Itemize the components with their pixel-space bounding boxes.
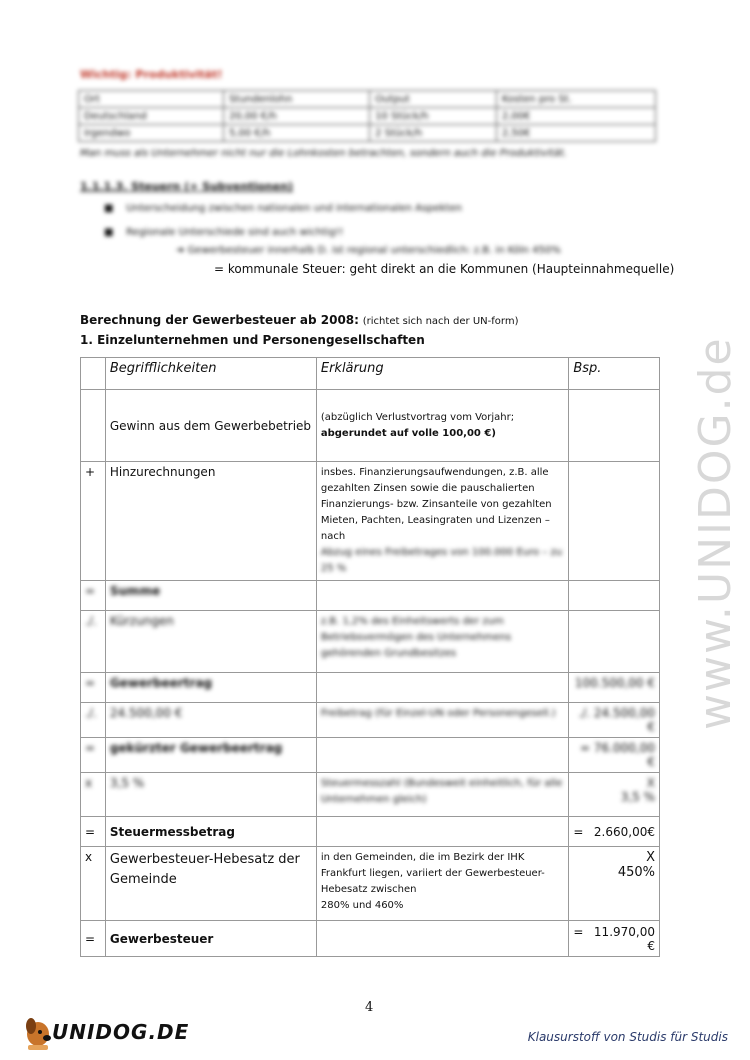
op-cell: = xyxy=(81,738,106,773)
table-cell: Output xyxy=(370,91,497,108)
bsp-cell xyxy=(569,817,660,847)
op-cell: = xyxy=(81,581,106,611)
header-expl: Erklärung xyxy=(316,358,568,390)
productivity-note: Man muss als Unternehmer nicht nur die Lohnkosten betrachten, sondern auch die Produktivität. xyxy=(80,148,567,159)
arrow-item xyxy=(176,245,561,256)
op-cell: + xyxy=(81,462,106,581)
bsp-cell xyxy=(569,773,660,817)
bsp-value: 11.970,00 € xyxy=(593,924,655,953)
bsp-line: X xyxy=(646,776,655,790)
bsp-cell xyxy=(569,581,660,611)
header-bsp: Bsp. xyxy=(569,358,660,390)
section-heading: 1.1.1.3. Steuern (+ Subventionen) xyxy=(80,180,294,193)
term-cell: 24.500,00 € xyxy=(105,703,316,738)
bsp-value: 2.660,00€ xyxy=(593,824,655,839)
term-cell: 3,5 % xyxy=(105,773,316,817)
expl-text: (abzüglich Verlustvortrag vom Vorjahr; xyxy=(320,411,515,423)
productivity-table xyxy=(78,90,656,142)
table-cell: 2 Stück/h xyxy=(370,125,497,142)
table-row xyxy=(79,108,656,125)
term-cell: Gewinn aus dem Gewerbebetrieb xyxy=(105,390,316,462)
table-row xyxy=(81,921,660,957)
table-row xyxy=(81,611,660,673)
bsp-eq: = xyxy=(573,924,584,939)
footer-slogan: Klausurstoff von Studis für Studis xyxy=(527,1030,728,1044)
expl-cell xyxy=(316,462,568,581)
expl-bold-text: abgerundet auf volle 100,00 €) xyxy=(320,427,496,439)
bsp-cell xyxy=(569,462,660,581)
table-cell: Kosten pro St. xyxy=(496,91,655,108)
table-row xyxy=(81,673,660,703)
table-cell: 2,50€ xyxy=(496,125,655,142)
bsp-cell: = 76.000,00 € xyxy=(569,738,660,773)
op-cell: = xyxy=(81,673,106,703)
bullet-icon: ■ xyxy=(104,227,127,238)
bsp-cell xyxy=(569,390,660,462)
expl-cell xyxy=(316,738,568,773)
op-cell xyxy=(81,390,106,462)
table-cell: Ort xyxy=(79,91,224,108)
term-cell: Summe xyxy=(105,581,316,611)
expl-cell xyxy=(316,817,568,847)
bsp-line: X xyxy=(646,850,655,865)
bullet-text: Unterscheidung zwischen nationalen und internationalen Aspekten xyxy=(126,203,462,214)
bsp-line: 450% xyxy=(617,865,655,880)
bsp-cell xyxy=(569,611,660,673)
calc-title-line xyxy=(80,313,518,327)
bsp-cell: ./. 24.500,00 € xyxy=(569,703,660,738)
productivity-heading: Wichtig: Produktivität! xyxy=(80,68,223,81)
bullet-item xyxy=(104,203,462,214)
op-cell: x xyxy=(81,847,106,921)
expl-cell xyxy=(316,921,568,957)
expl-text-2: 280% und 460% xyxy=(320,900,404,911)
table-cell: 10 Stück/h xyxy=(370,108,497,125)
table-header-row xyxy=(81,358,660,390)
table-cell: 2,00€ xyxy=(496,108,655,125)
op-cell: ./. xyxy=(81,611,106,673)
table-cell: 20,00 €/h xyxy=(223,108,369,125)
term-cell: Gewerbesteuer xyxy=(105,921,316,957)
expl-text: in den Gemeinden, die im Bezirk der IHK Frankfurt liegen, variiert der Gewerbesteuer-Hebesatz zwischen xyxy=(320,852,545,895)
bsp-eq: = xyxy=(573,824,584,839)
calc-title: Berechnung der Gewerbesteuer ab 2008: xyxy=(80,313,359,327)
table-cell: Deutschland xyxy=(79,108,224,125)
term-cell: Gewerbeertrag xyxy=(105,673,316,703)
table-row xyxy=(81,738,660,773)
arrow-text: Gewerbesteuer innerhalb D. ist regional unterschiedlich: z.B. in Köln 450% xyxy=(187,245,561,256)
table-cell: 5,00 €/h xyxy=(223,125,369,142)
table-row xyxy=(81,847,660,921)
watermark: www.UNIDOG.de xyxy=(690,336,741,730)
bsp-line: 3,5 % xyxy=(620,790,655,804)
table-row xyxy=(79,125,656,142)
logo-text: UNIDOG.DE xyxy=(52,1020,190,1044)
term-cell: Gewerbesteuer-Hebesatz der Gemeinde xyxy=(105,847,316,921)
calc-title-note: (richtet sich nach der UN-form) xyxy=(362,316,519,327)
bullet-icon: ■ xyxy=(104,203,127,214)
table-cell: Irgendwo xyxy=(79,125,224,142)
bullet-text: Regionale Unterschiede sind auch wichtig!! xyxy=(126,227,344,238)
gewerbesteuer-table xyxy=(80,357,660,957)
table-cell: Stundenlohn xyxy=(223,91,369,108)
bsp-cell xyxy=(569,847,660,921)
table-row xyxy=(81,390,660,462)
table-row xyxy=(81,581,660,611)
expl-cell: z.B. 1,2% des Einheitswerts der zum Betriebsvermögen des Unternehmens gehörenden Grundbesitzes xyxy=(316,611,568,673)
bsp-cell xyxy=(569,921,660,957)
calc-subtitle: 1. Einzelunternehmen und Personengesellschaften xyxy=(80,333,425,347)
table-row xyxy=(79,91,656,108)
op-cell: = xyxy=(81,817,106,847)
op-cell xyxy=(81,358,106,390)
bsp-cell: 100.500,00 € xyxy=(569,673,660,703)
expl-blurred-text: Abzug eines Freibetrages von 100.000 Euro – zu 25 % xyxy=(320,547,563,574)
term-cell: gekürzter Gewerbeertrag xyxy=(105,738,316,773)
expl-cell xyxy=(316,390,568,462)
term-cell: Steuermessbetrag xyxy=(105,817,316,847)
expl-cell xyxy=(316,673,568,703)
expl-cell xyxy=(316,581,568,611)
op-cell: = xyxy=(81,921,106,957)
arrow-icon: ➜ xyxy=(176,245,188,256)
table-row xyxy=(81,703,660,738)
op-cell: x xyxy=(81,773,106,817)
expl-cell: Freibetrag (für Einzel-UN oder Personengesell.) xyxy=(316,703,568,738)
term-cell: Hinzurechnungen xyxy=(105,462,316,581)
expl-cell: Steuermesszahl (Bundesweit einheitlich, für alle Unternehmen gleich) xyxy=(316,773,568,817)
header-term: Begrifflichkeiten xyxy=(105,358,316,390)
kommunal-line: = kommunale Steuer: geht direkt an die Kommunen (Haupteinnahmequelle) xyxy=(214,262,675,276)
table-row xyxy=(81,462,660,581)
page-number: 4 xyxy=(365,1000,374,1015)
expl-cell xyxy=(316,847,568,921)
expl-text: insbes. Finanzierungsaufwendungen, z.B. alle gezahlten Zinsen sowie die pauschalierten Finanzierungs- bzw. Zinsanteile von gezahlten Mieten, Pachten, Leasingraten und Lizenzen – nach xyxy=(320,467,552,542)
table-row xyxy=(81,773,660,817)
op-cell: ./. xyxy=(81,703,106,738)
term-cell: Kürzungen xyxy=(105,611,316,673)
table-row xyxy=(81,817,660,847)
bullet-item xyxy=(104,227,343,238)
